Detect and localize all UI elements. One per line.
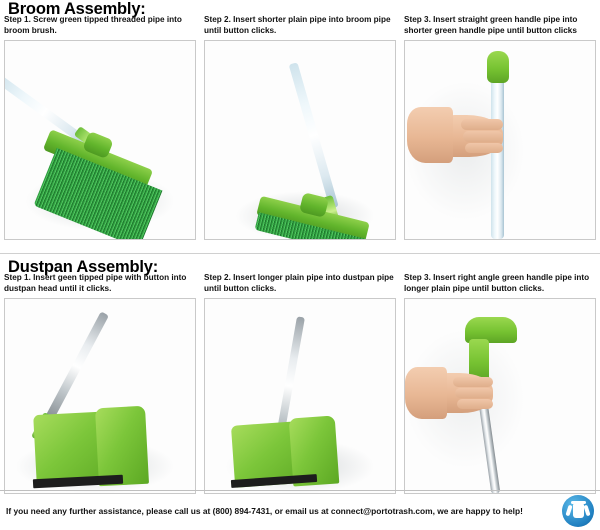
broom-assembly-heading: Broom Assembly: (8, 0, 146, 18)
portotrash-logo (562, 495, 594, 527)
broom-step-1 (0, 14, 200, 240)
broom-step-1-caption: Step 1. Screw green tipped threaded pipe into broom brush. (4, 15, 182, 36)
green-tipped-pipe (45, 311, 109, 421)
footer (0, 490, 600, 530)
broom-step-2-photo (204, 40, 396, 240)
broom-step-3 (400, 14, 600, 240)
arm-left-icon (565, 504, 572, 516)
dustpan-step-1-photo (4, 298, 196, 494)
section-divider (0, 253, 600, 254)
broom-step-2 (200, 14, 400, 240)
forearm (407, 107, 453, 163)
finger (453, 377, 493, 387)
broom-step-1-photo (4, 40, 196, 240)
broom-step-3-photo (404, 40, 596, 240)
dustpan-step-3-photo (404, 298, 596, 494)
finger (455, 388, 493, 398)
green-handle-grip (487, 51, 509, 83)
dustpan-step-2 (200, 272, 400, 494)
arm-right-icon (583, 504, 590, 516)
broom-step-3-caption: Step 3. Insert straight green handle pipe into shorter green handle pipe until button clicks (404, 15, 578, 36)
dustpan-step-1 (0, 272, 200, 494)
finger (463, 131, 503, 142)
dustpan-step-3 (400, 272, 600, 494)
footer-contact-text: If you need any further assistance, please call us at (800) 894-7431, or email us at connect@portotrash.com, we are happy to help! (6, 505, 523, 516)
finger (461, 119, 503, 130)
finger (465, 143, 503, 153)
dustpan-assembly-heading: Dustpan Assembly: (8, 258, 159, 276)
dustpan-step-1-caption: Step 1. Insert geen tipped pipe with button into dustpan head until it clicks. (4, 273, 187, 294)
forearm (405, 367, 447, 419)
trash-bin-icon (573, 504, 584, 518)
broom-step-2-caption: Step 2. Insert shorter plain pipe into broom pipe until button clicks. (204, 15, 391, 36)
dustpan-step-3-caption: Step 3. Insert right angle green handle pipe into longer plain pipe until button clicks. (404, 273, 590, 294)
finger (457, 399, 493, 409)
dustpan-step-2-caption: Step 2. Insert longer plain pipe into dustpan pipe until button clicks. (204, 273, 394, 294)
shorter-plain-pipe (289, 62, 339, 209)
dustpan-step-2-photo (204, 298, 396, 494)
